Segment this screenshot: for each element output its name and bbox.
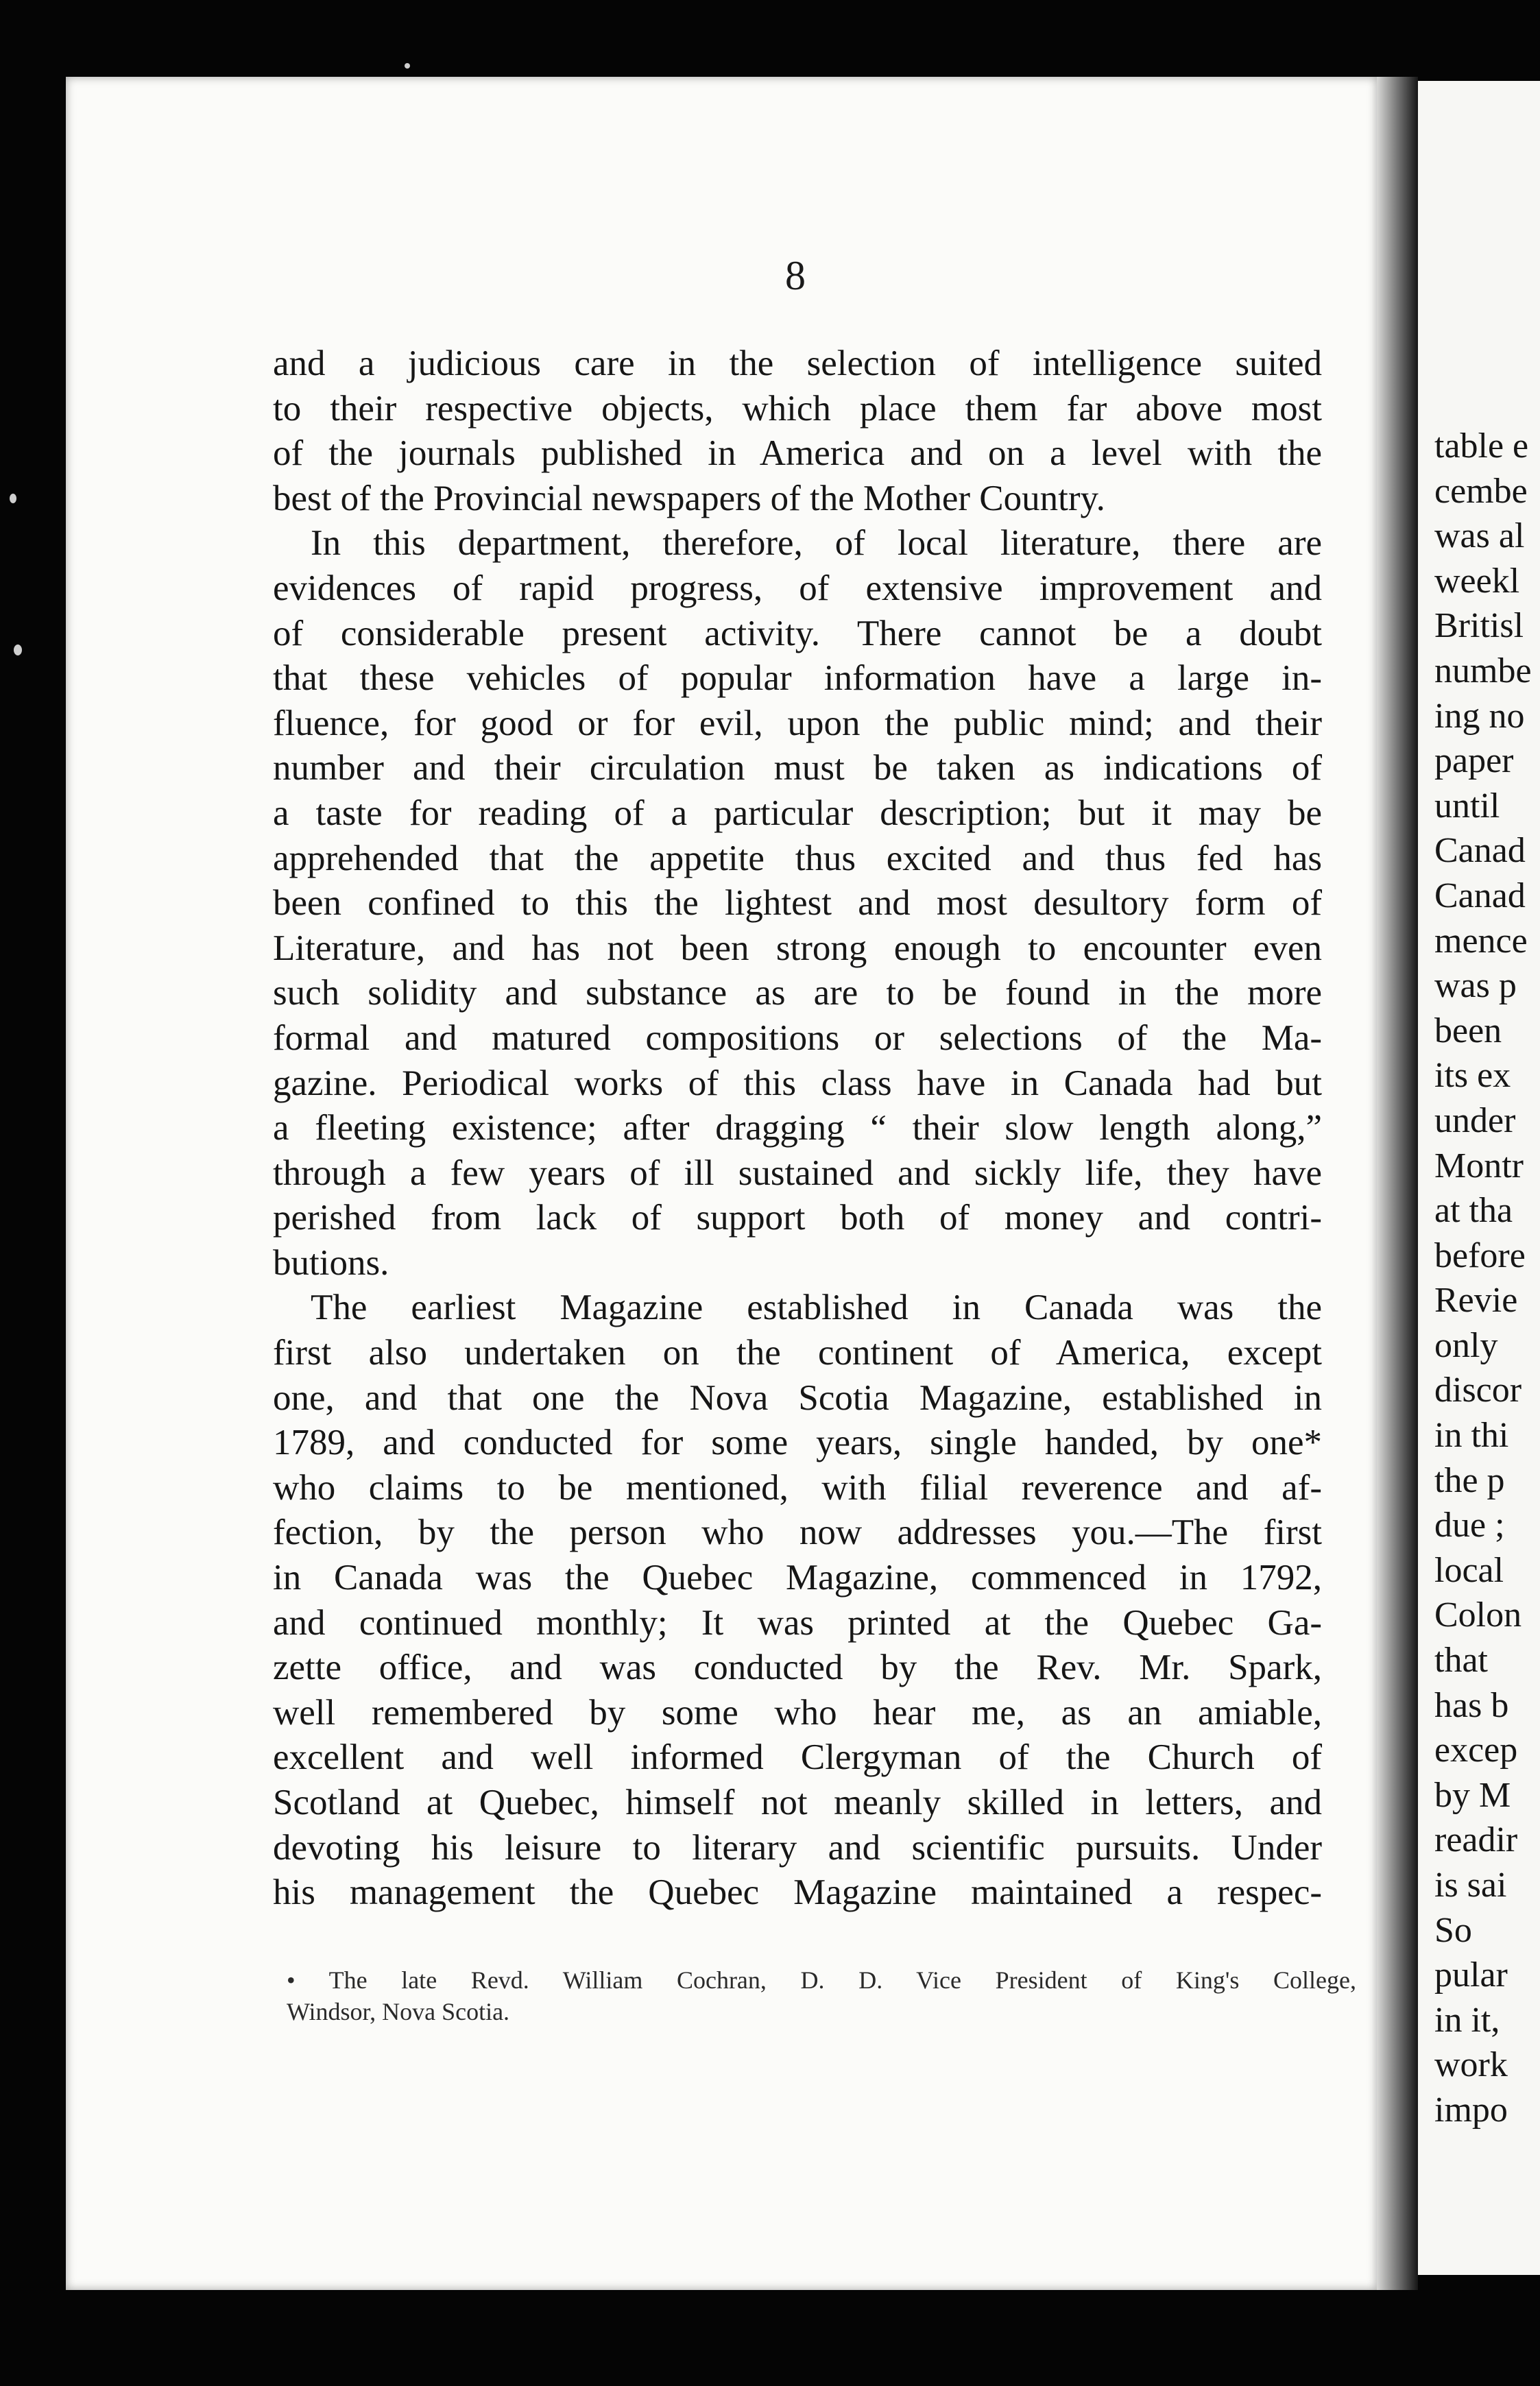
facing-page-line: numbe [1434,651,1532,690]
facing-page-line: that [1434,1641,1488,1680]
facing-page-line: paper [1434,741,1514,781]
facing-page-line: until [1434,786,1500,826]
text-line: a fleeting existence; after dragging “ their slow length along,” [273,1108,1322,1148]
footnote-line: Windsor, Nova Scotia. [287,1998,510,2025]
facing-page-line: Canad [1434,876,1526,915]
text-line: apprehended that the appetite thus excited and thus fed has [273,838,1322,878]
facing-page-line: under [1434,1100,1516,1140]
facing-page-line: Canad [1434,831,1526,871]
text-line: first also undertaken on the continent of America, except [273,1333,1322,1373]
facing-page-line: only [1434,1325,1498,1365]
facing-page-line: weekl [1434,561,1520,601]
facing-page-line: pular [1434,1955,1508,1995]
page-number: 8 [785,253,806,298]
text-line: 1789, and conducted for some years, single handed, by one* [273,1423,1322,1463]
text-line: who claims to be mentioned, with filial reverence and af- [273,1467,1322,1508]
text-line: and continued monthly; It was printed at the Quebec Ga- [273,1602,1322,1643]
text-line: devoting his leisure to literary and scientific pursuits. Under [273,1827,1322,1868]
text-line: a taste for reading of a particular description; but it may be [273,793,1322,833]
facing-page-line: been [1434,1011,1502,1050]
text-line: in Canada was the Quebec Magazine, commenced in 1792, [273,1558,1322,1598]
facing-page-line: was p [1434,966,1517,1006]
facing-page-line: in it, [1434,2000,1500,2040]
text-line: been confined to this the lightest and most desultory form of [273,883,1322,924]
book-gutter [1377,77,1418,2290]
facing-page-line: was al [1434,516,1525,556]
text-line: one, and that one the Nova Scotia Magazine, established in [273,1377,1322,1418]
text-line: zette office, and was conducted by the Rev. Mr. Spark, [273,1648,1322,1688]
facing-page-line: mence [1434,921,1528,961]
facing-page-line: cembe [1434,471,1528,511]
facing-page-line: before [1434,1236,1526,1275]
text-line: well remembered by some who hear me, as an amiable, [273,1692,1322,1733]
text-line: that these vehicles of popular information have a large in- [273,658,1322,699]
text-line: The earliest Magazine established in Canada was the [311,1288,1322,1328]
text-line: butions. [273,1242,389,1283]
dust-speck [405,63,410,69]
facing-page-line: at tha [1434,1191,1513,1231]
text-line: evidences of rapid progress, of extensive improvement and [273,568,1322,608]
text-line: through a few years of ill sustained and sickly life, they have [273,1153,1322,1193]
facing-page-line: excep [1434,1731,1518,1770]
facing-page-line: table e [1434,426,1529,466]
text-line: gazine. Periodical works of this class have in Canada had but [273,1063,1322,1103]
body-text [273,341,1322,1916]
text-line: Scotland at Quebec, himself not meanly skilled in letters, and [273,1783,1322,1822]
facing-page-line: Colon [1434,1595,1522,1635]
facing-page-line: Britisl [1434,606,1524,646]
facing-page-line: due ; [1434,1506,1505,1545]
facing-page-line: has b [1434,1685,1509,1725]
text-line: In this department, therefore, of local literature, there are [311,523,1322,564]
facing-page-line: So [1434,1910,1472,1950]
text-line: perished from lack of support both of money and contri- [273,1198,1322,1238]
footnote-line: • The late Revd. William Cochran, D. D. Vice President of King's College, [287,1966,1356,1994]
facing-page-line: is sai [1434,1866,1507,1905]
facing-page-line: work [1434,2045,1508,2085]
paragraph-2 [273,521,1322,1286]
dust-speck [14,644,22,655]
facing-page-line: Montr [1434,1146,1524,1185]
paragraph-3 [273,1286,1322,1915]
paragraph-1 [273,341,1322,521]
facing-page-text [1434,424,1532,2133]
text-line: of the journals published in America and on a level with the [273,433,1322,474]
text-line: Literature, and has not been strong enough to encounter even [273,928,1322,968]
facing-page-line: local [1434,1550,1504,1590]
facing-page-line: by M [1434,1775,1511,1815]
text-line: of considerable present activity. There cannot be a doubt [273,613,1322,653]
text-line: and a judicious care in the selection of intelligence suited [273,344,1322,383]
text-line: to their respective objects, which place them far above most [273,388,1322,429]
text-line: formal and matured compositions or selections of the Ma- [273,1017,1322,1058]
facing-page-line: impo [1434,2090,1508,2130]
text-line: such solidity and substance as are to be found in the more [273,973,1322,1013]
facing-page-line: ing no [1434,696,1525,736]
text-line: fluence, for good or for evil, upon the public mind; and their [273,703,1322,743]
facing-page-line: Revie [1434,1281,1518,1321]
facing-page-line: in thi [1434,1416,1509,1456]
facing-page-line: readir [1434,1820,1518,1860]
facing-page-line: discor [1434,1371,1522,1410]
facing-page-line: its ex [1434,1056,1511,1096]
text-line: excellent and well informed Clergyman of the Church of [273,1737,1322,1778]
footnote [287,1964,1356,2027]
text-line: best of the Provincial newspapers of the Mother Country. [273,478,1105,518]
facing-page-line: the p [1434,1460,1505,1500]
text-line: number and their circulation must be taken as indications of [273,748,1322,788]
text-line: his management the Quebec Magazine maintained a respec- [273,1872,1322,1913]
dust-speck [10,494,16,503]
text-line: fection, by the person who now addresses you.—The first [273,1513,1322,1553]
facing-page-fragment [1418,81,1540,2275]
